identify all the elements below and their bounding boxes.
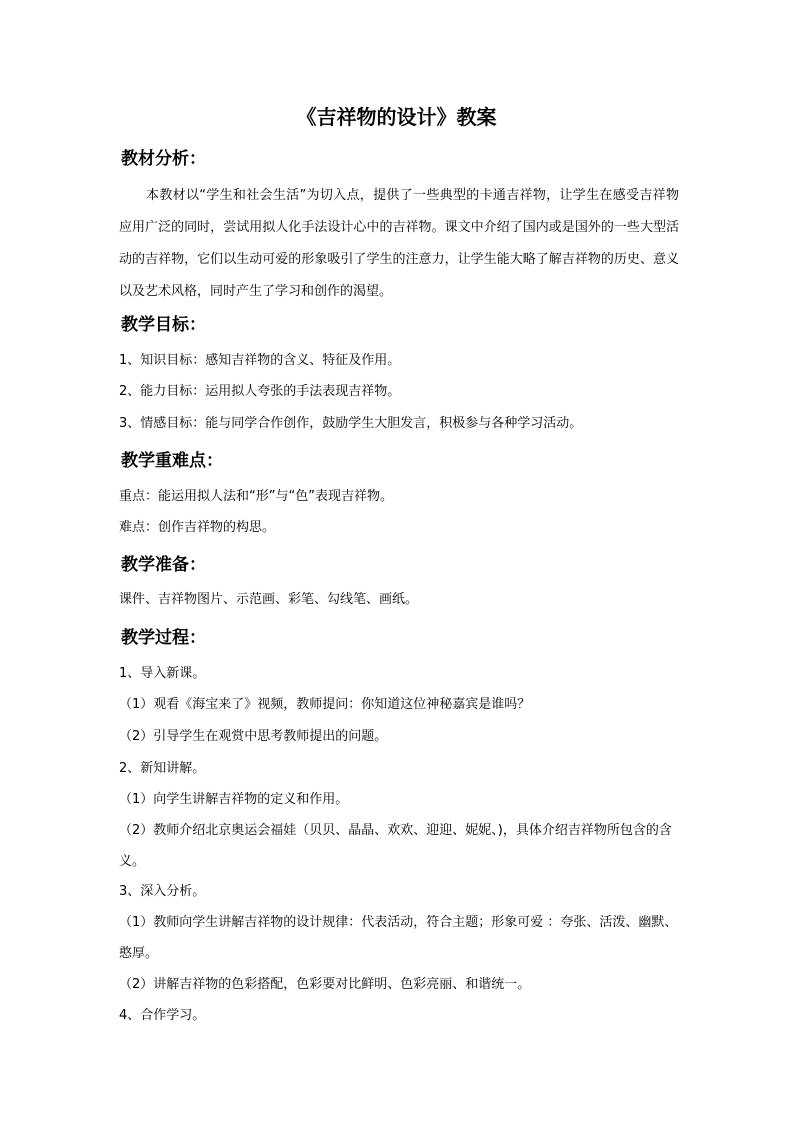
analysis-paragraph: 本教材以“学生和社会生活”为切入点，提供了一些典型的卡通吉祥物，让学生在感受吉祥物应用广泛的同时，尝试用拟人化手法设计心中的吉祥物。课文中介绍了国内或是国外的一些大型活动的吉祥物，它们以生动可爱的形象吸引了学生的注意力，让学生能大略了解吉祥物的历史、意义以及艺术风格，同时产生了学习和创作的渴望。 xyxy=(119,188,679,299)
process-item: （1）向学生讲解吉祥物的定义和作用。 xyxy=(119,792,349,807)
process-step: 1、导入新课。 xyxy=(119,666,206,681)
heading-prep: 教学准备： xyxy=(121,555,206,575)
process-step: 4、合作学习。 xyxy=(119,1008,206,1023)
heading-keypoints: 教学重难点： xyxy=(121,451,223,471)
document-title: 《吉祥物的设计》教案 xyxy=(296,105,497,129)
heading-analysis: 教材分析： xyxy=(121,149,206,169)
prep-text: 课件、吉祥物图片、示范画、彩笔、勾线笔、画纸。 xyxy=(119,592,419,607)
heading-goals: 教学目标： xyxy=(121,315,206,335)
keypoint-item: 重点：能运用拟人法和“形”与“色”表现吉祥物。 xyxy=(119,489,393,504)
process-item: （1）教师向学生讲解吉祥物的设计规律：代表活动，符合主题；形象可爱 ：夸张、活泼、幽默、憨厚。 xyxy=(119,915,678,961)
process-item: （2）讲解吉祥物的色彩搭配，色彩要对比鲜明、色彩亮丽、和谐统一。 xyxy=(119,977,531,992)
process-item: （1）观看《海宝来了》视频，教师提问：你知道这位神秘嘉宾是谁吗？ xyxy=(119,697,531,712)
goal-item: 1、知识目标：感知吉祥物的含义、特征及作用。 xyxy=(119,353,401,368)
process-item: （2）教师介绍北京奥运会福娃（贝贝、晶晶、欢欢、迎迎、妮妮、)，具体介绍吉祥物所包含的含义。 xyxy=(119,823,672,869)
goal-item: 3、情感目标：能与同学合作创作，鼓励学生大胆发言，积极参与各种学习活动。 xyxy=(119,416,583,431)
process-item: （2）引导学生在观赏中思考教师提出的问题。 xyxy=(119,729,388,744)
goal-item: 2、能力目标：运用拟人夸张的手法表现吉祥物。 xyxy=(119,384,401,399)
process-step: 2、新知讲解。 xyxy=(119,761,206,776)
process-step: 3、深入分析。 xyxy=(119,884,206,899)
heading-process: 教学过程： xyxy=(121,628,206,648)
keypoint-item: 难点：创作吉祥物的构思。 xyxy=(119,520,276,535)
